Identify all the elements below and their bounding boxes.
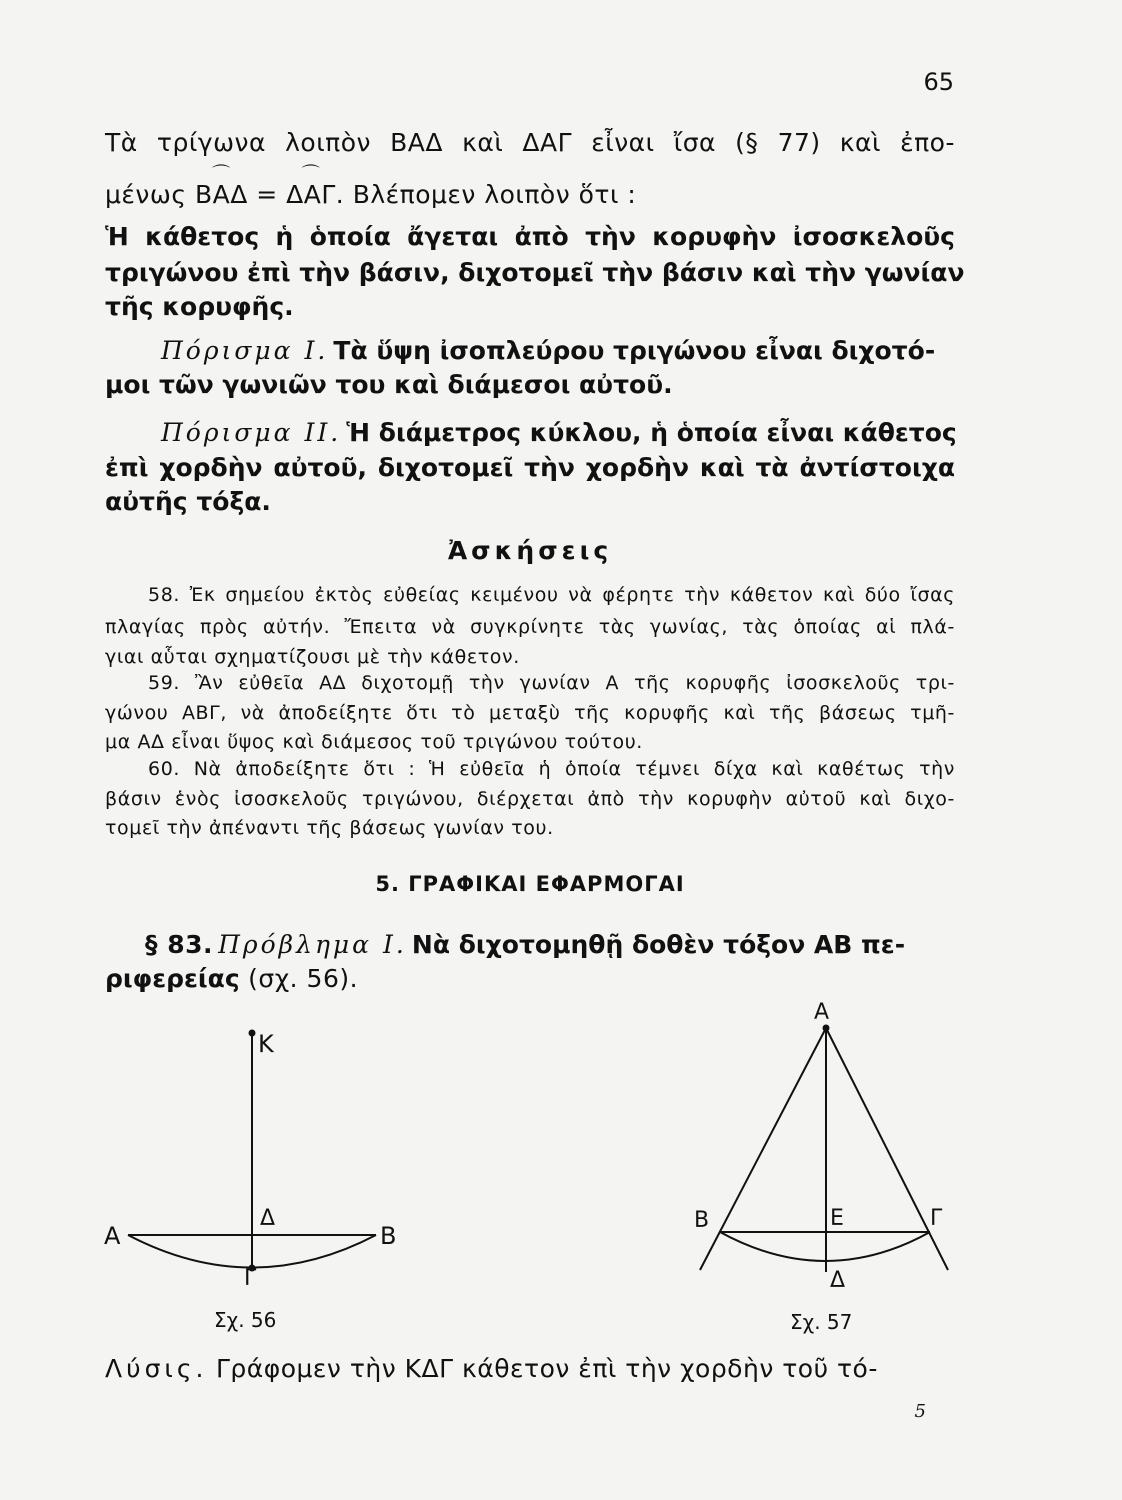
fig56-label-k: Κ [258,1030,274,1058]
figure-57 [700,1026,948,1273]
exercise-58-line1: 58. Ἐκ σημείου ἐκτὸς εὐθείας κειμένου νὰ φέρητε τὴν κάθετον καὶ δύο ἴσας [148,584,955,606]
side-ab [700,1028,826,1270]
fig56-label-b: Β [380,1222,397,1250]
problem-number: § 83. [145,930,213,959]
page-number: 65 [923,68,954,96]
figure-56 [128,1031,376,1271]
exercise-58-line2: πλαγίας πρὸς αὐτήν. Ἔπειτα νὰ συγκρίνητε τὰς γωνίας, τὰς ὁποίας αἱ πλά- [105,616,955,638]
solution-line [105,1354,955,1383]
para1-line2-end: . Βλέπομεν λοιπὸν ὅτι : [335,180,637,209]
section-heading: 5. ΓΡΑΦΙΚΑΙ ΕΦΑΡΜΟΓΑΙ [375,872,685,896]
problem-text1: Νὰ διχοτομηθῇ δοθὲν τόξον ΑΒ πε- [411,930,906,959]
para1-line1: Τὰ τρίγωνα λοιπὸν ΒΑΔ καὶ ΔΑΓ εἶναι ἴσα (§ 77) καὶ ἐπο- [105,128,955,157]
corollary1-line2: μοι τῶν γωνιῶν του καὶ διάμεσοι αὐτοῦ. [105,370,673,399]
exercise-59-line3: μα ΑΔ εἶναι ὕψος καὶ διάμεσος τοῦ τριγώνου τούτου. [105,731,643,753]
footer-signature-number: 5 [914,1401,926,1422]
corollary2-text1: Ἡ διάμετρος κύκλου, ἡ ὁποία εἶναι κάθετος [346,418,957,447]
fig57-label-b: Β [694,1208,710,1233]
corollary2-label: Πόρισμα ΙΙ. [161,418,342,447]
fig56-label-d: Δ [260,1206,276,1231]
fig56-label-a: Α [104,1222,121,1250]
fig57-label-g: Γ [930,1206,943,1231]
angle-hat-icon: ⌒ [212,164,231,185]
fig57-label-e: Ε [830,1206,844,1231]
side-ag [826,1028,948,1270]
exercise-58-line3: γιαι αὗται σχηματίζουσι μὲ τὴν κάθετον. [105,646,520,668]
corollary1-text1: Τὰ ὕψη ἰσοπλεύρου τριγώνου εἶναι διχοτό- [333,336,936,365]
solution-label: Λύσις. [105,1354,208,1383]
point-k [250,1031,255,1036]
exercise-59-line2: γώνου ΑΒΓ, νὰ ἀποδείξητε ὅτι τὸ μεταξὺ τῆς κορυφῆς καὶ τῆς βάσεως τμῆ- [105,702,955,724]
exercise-60-line2: βάσιν ἑνὸς ἰσοσκελοῦς τριγώνου, διέρχεται ἀπὸ τὴν κορυφὴν αὐτοῦ καὶ διχο- [105,788,955,810]
theorem-line2: τριγώνου ἐπὶ τὴν βάσιν, διχοτομεῖ τὴν βάσιν καὶ τὴν γωνίαν [105,258,965,287]
angle-dag-text: ΔΑΓ [286,180,336,209]
corollary2-line3: αὐτῆς τόξα. [105,487,271,516]
fig57-label-a: Α [814,1000,830,1025]
para1-line2-start: μένως [105,180,195,209]
problem-text2: ριφερείας [105,964,240,993]
corollary2-line2: ἐπὶ χορδὴν αὐτοῦ, διχοτομεῖ τὴν χορδὴν καὶ τὰ ἀντίστοιχα [105,453,955,482]
equals-sign: = [247,180,287,209]
solution-text: Γράφομεν τὴν ΚΔΓ κάθετον ἐπὶ τὴν χορδὴν τοῦ τό- [207,1354,878,1383]
theorem-line1: Ἡ κάθετος ἡ ὁποία ἄγεται ἀπὸ τὴν κορυφὴν ἰσοσκελοῦς [105,222,955,251]
corollary1-label: Πόρισμα Ι. [161,336,329,365]
exercise-59-line1: 59. Ἂν εὐθεῖα ΑΔ διχοτομῇ τὴν γωνίαν Α τῆς κορυφῆς ἰσοσκελοῦς τρι- [148,672,955,694]
exercise-60-line3: τομεῖ τὴν ἀπέναντι τῆς βάσεως γωνίαν του. [105,817,554,839]
theorem-line3: τῆς κορυφῆς. [105,292,294,321]
exercises-heading: Ἀσκήσεις [447,536,613,565]
problem-label: Πρόβλημα Ι. [218,930,407,959]
exercise-60-line1: 60. Νὰ ἀποδείξητε ὅτι : Ἡ εὐθεῖα ἡ ὁποία τέμνει δίχα καὶ καθέτως τὴν [148,758,955,780]
angle-hat-icon: ⌒ [301,164,321,185]
fig57-label-d: Δ [830,1268,846,1293]
fig56-label-g: Γ [244,1266,257,1291]
angle-bad-text: ΒΑΔ [194,180,248,209]
problem-ref: (σχ. 56). [239,964,359,993]
fig57-caption: Σχ. 57 [790,1310,853,1334]
vertex-a [824,1026,829,1031]
fig56-caption: Σχ. 56 [214,1308,277,1332]
